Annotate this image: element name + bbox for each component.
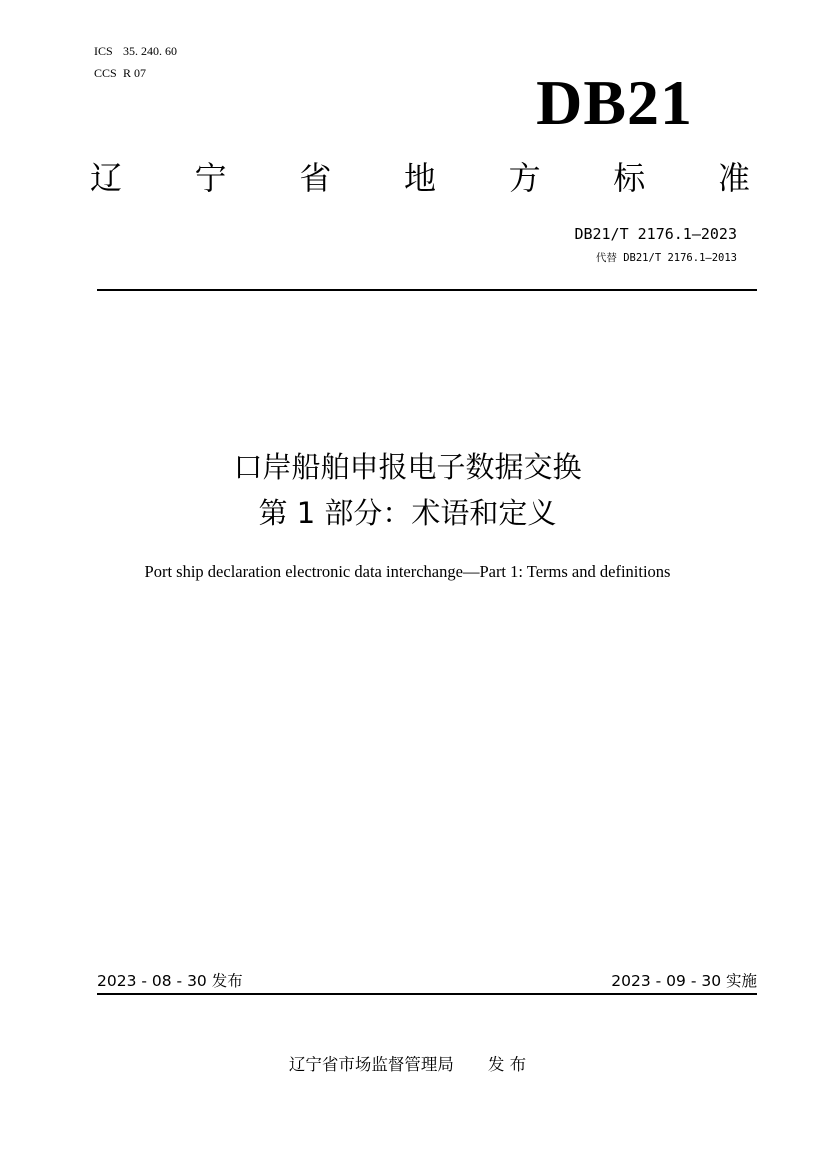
ccs-row xyxy=(94,62,177,84)
classification-codes xyxy=(94,40,177,84)
ics-value: 35. 240. 60 xyxy=(123,44,177,58)
standard-type-char: 省 xyxy=(299,159,332,197)
chinese-title xyxy=(0,444,815,536)
publish-date: 2023 - 08 - 30 发布 xyxy=(97,972,243,990)
chinese-title-line2: 第 1 部分：术语和定义 xyxy=(258,496,557,530)
replaces-note: 代替 DB21/T 2176.1—2013 xyxy=(595,252,737,264)
chinese-title-line1: 口岸船舶申报电子数据交换 xyxy=(233,450,582,484)
implement-date: 2023 - 09 - 30 实施 xyxy=(611,972,757,990)
ccs-value: R 07 xyxy=(123,66,147,80)
standard-number: DB21/T 2176.1—2023 xyxy=(574,225,737,243)
issue-word: 发 布 xyxy=(487,1055,527,1074)
issuer-line xyxy=(0,1053,815,1077)
standard-type-char: 宁 xyxy=(194,159,227,197)
standard-type-char: 标 xyxy=(613,159,646,197)
ics-row xyxy=(94,40,177,62)
standard-type-title xyxy=(90,156,750,200)
ccs-label: CCS xyxy=(94,66,117,80)
ics-label: ICS xyxy=(94,44,113,58)
top-divider xyxy=(97,289,757,291)
standard-type-char: 地 xyxy=(403,159,436,197)
db21-logo: DB21 xyxy=(536,67,693,138)
english-title: Port ship declaration electronic data interchange—Part 1: Terms and definitions xyxy=(144,562,671,581)
issuer-name: 辽宁省市场监督管理局 xyxy=(288,1055,454,1074)
bottom-divider xyxy=(97,993,757,995)
standard-type-char: 方 xyxy=(508,159,541,197)
standard-type-char: 辽 xyxy=(90,159,123,197)
standard-type-char: 准 xyxy=(717,159,750,197)
